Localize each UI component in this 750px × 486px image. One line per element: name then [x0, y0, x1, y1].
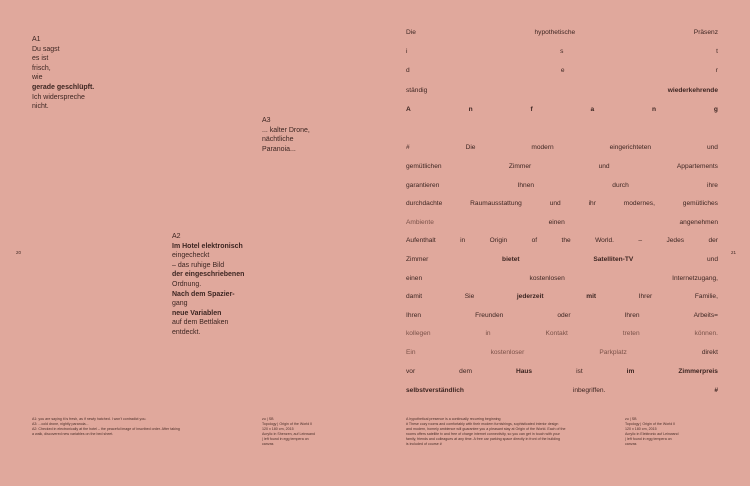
prose-word: Appartements [676, 162, 718, 170]
prose-word: bietet [502, 255, 520, 263]
prose-row [406, 179, 718, 191]
prose-word: Origin [489, 236, 508, 244]
caption-left [262, 417, 315, 447]
prose-word: wiederkehrende [667, 86, 718, 94]
page-number-right: 21 [731, 250, 737, 255]
footnote-line: zu | SB [625, 417, 637, 421]
verse-a3 [262, 116, 310, 154]
prose-word: durchdachte [406, 199, 443, 207]
footnote-line: 120 x 180 cm, 2015 [262, 427, 294, 431]
footnote-line: zu | SB [262, 417, 274, 421]
prose-word: und [706, 255, 718, 263]
prose-word: e [560, 66, 565, 74]
prose-word: Familie, [694, 292, 718, 300]
prose-word: im [626, 367, 635, 375]
prose-word: damit [406, 292, 423, 300]
footnote-line: A hypothetical presence is a continually recurring beginning [406, 417, 501, 421]
prose-word: d [406, 66, 410, 74]
prose-word: n [652, 105, 657, 113]
prose-word: Aufenthalt [406, 236, 436, 244]
verse-line: auf dem Bettlaken [172, 319, 229, 327]
verse-line: Nach dem Spazier- [172, 290, 235, 298]
prose-word: Die [465, 143, 476, 151]
prose-word: g [713, 105, 718, 113]
prose-word: ständig [406, 86, 428, 94]
verse-line: gerade geschlüpft. [32, 83, 95, 91]
prose-word: the [561, 236, 571, 244]
prose-word: Präsenz [693, 28, 718, 36]
prose-word: Ihren [624, 311, 640, 319]
prose-word: Ihrer [638, 292, 653, 300]
prose-row [406, 253, 718, 265]
prose-row [406, 103, 718, 115]
footnote-line: Acrylic in Shenzen, auf Leinwand [262, 432, 315, 436]
prose-word: eingerichteten [609, 143, 652, 151]
footnote-line: Topology | Origin of the World II [262, 422, 313, 426]
prose-word: t [716, 47, 718, 55]
prose-word: kostenloser [490, 348, 525, 356]
prose-row [406, 26, 718, 38]
prose-word: in [460, 236, 466, 244]
prose-word: a [590, 105, 595, 113]
prose-row [406, 141, 718, 153]
prose-word: World. [595, 236, 614, 244]
footnote-line: Acrylic in Elektronic auf Leinwand [625, 432, 679, 436]
prose-word: A [406, 105, 411, 113]
prose-row [406, 365, 718, 377]
prose-row [406, 197, 718, 209]
prose-word: einen [548, 218, 565, 226]
prose-word: treten [622, 329, 640, 337]
prose-word: – [638, 236, 643, 244]
prose-word: oder [557, 311, 571, 319]
prose-word: Die [406, 28, 416, 36]
prose-row [406, 346, 718, 358]
prose-word: ihre [706, 181, 718, 189]
footnote-line: rooms offers satellite tv and free of charge internet connectivity, so you can get in touch with your [406, 432, 560, 436]
prose-word: in [485, 329, 491, 337]
prose-word: Kontakt [545, 329, 568, 337]
prose-word: Ihren [406, 311, 422, 319]
prose-word: und [598, 162, 610, 170]
verse-a1 [32, 35, 94, 112]
prose-word: mit [586, 292, 597, 300]
footnote-line: and modern, homely ambience will guarantee you a pleasant stay at Origin of the World. Each of the [406, 427, 566, 431]
prose-word: modernes, [623, 199, 655, 207]
verse-a2 [172, 232, 244, 338]
footnote-line: a walk, discovered new variables on the bed sheet. [32, 432, 114, 436]
prose-row [406, 216, 718, 228]
prose-word: Raumausstattung [470, 199, 522, 207]
verse-line: der eingeschriebenen [172, 271, 245, 279]
prose-word: Jedes [666, 236, 685, 244]
verse-line: Du sagst [32, 45, 60, 53]
verse-label: A1 [32, 36, 41, 43]
verse-line: wie [32, 74, 43, 82]
prose-row [406, 160, 718, 172]
prose-word: modern [531, 143, 554, 151]
page-number-left: 20 [16, 250, 22, 255]
verse-line: nächtliche [262, 136, 294, 144]
verse-line: Im Hotel elektronisch [172, 242, 243, 250]
verse-line: gang [172, 300, 188, 308]
prose-word: Ein [406, 348, 416, 356]
prose-row [406, 384, 718, 396]
footnote-line: Topology | Origin of the World II [625, 422, 676, 426]
prose-word: jederzeit [516, 292, 544, 300]
verse-line: Ordnung. [172, 280, 202, 288]
prose-word: ihr [588, 199, 596, 207]
prose-word: vor [406, 367, 416, 375]
footnote-right [406, 417, 566, 447]
prose-word: n [468, 105, 473, 113]
prose-row [406, 309, 718, 321]
prose-word: r [715, 66, 718, 74]
footnote-left [32, 417, 180, 437]
footnote-line: | left found in egg tempera on [625, 437, 672, 441]
prose-word: Ambiente [406, 218, 434, 226]
footnote-line: family, friends and colleagues at any time. A free car parking space directly in front of the building [406, 437, 560, 441]
verse-label: A2 [172, 233, 181, 240]
prose-word: Parkplatz [599, 348, 627, 356]
prose-row [406, 45, 718, 57]
prose-word: hypothetische [534, 28, 576, 36]
prose-word: Internetzugang, [672, 274, 718, 282]
prose-word: s [560, 47, 564, 55]
prose-word: gemütlichen [406, 162, 442, 170]
footnote-line: A2: Checked in electronically at the hotel – the peaceful image of inscribed order. After taking [32, 427, 180, 431]
footnote-line: 120 x 180 cm, 2015 [625, 427, 657, 431]
verse-line: entdeckt. [172, 328, 201, 336]
verse-line: ... kalter Drone, [262, 126, 310, 134]
verse-line: Paranoia... [262, 145, 296, 153]
verse-line: neue Variablen [172, 309, 222, 317]
verse-line: Ich widerspreche [32, 93, 85, 101]
footnote-line: A3: ...cold drone, nightly paranoia... [32, 422, 89, 426]
footnote-line: canvas [262, 442, 274, 446]
prose-word: direkt [701, 348, 718, 356]
verse-line: eingecheckt [172, 252, 210, 260]
prose-word: Zimmer [508, 162, 532, 170]
prose-word: Freunden [475, 311, 504, 319]
prose-word: Arbeits= [693, 311, 718, 319]
prose-word: angenehmen [679, 218, 718, 226]
prose-word: dem [459, 367, 472, 375]
prose-word: Haus [515, 367, 533, 375]
prose-word: ist [576, 367, 583, 375]
verse-line: nicht. [32, 103, 49, 111]
footnote-line: A1: you are saying it is fresh, as if newly hatched. I won't contradict you. [32, 417, 147, 421]
prose-row [406, 272, 718, 284]
footnote-line: is included of course # [406, 442, 442, 446]
prose-word: f [530, 105, 533, 113]
prose-word: gemütliches [682, 199, 718, 207]
prose-row [406, 327, 718, 339]
prose-row [406, 290, 718, 302]
verse-line: es ist [32, 55, 49, 63]
prose-word: und [549, 199, 561, 207]
prose-row [406, 64, 718, 76]
prose-row [406, 84, 718, 96]
prose-row [406, 234, 718, 246]
verse-line: – das ruhige Bild [172, 261, 225, 269]
prose-word: of [531, 236, 538, 244]
verse-label: A3 [262, 117, 271, 124]
prose-word: selbstverständlich [406, 386, 464, 394]
footnote-line: # These cozy rooms and comfortably with their modern furnishings, sophisticated interior design [406, 422, 559, 426]
prose-word: # [714, 386, 718, 394]
prose-word: Sie [464, 292, 475, 300]
verse-line: frisch, [32, 64, 51, 72]
prose-word: kostenlosen [529, 274, 565, 282]
prose-word: # [406, 143, 410, 151]
prose-word: einen [406, 274, 423, 282]
caption-right [625, 417, 679, 447]
prose-word: garantieren [406, 181, 440, 189]
prose-word: Ihnen [517, 181, 535, 189]
prose-word: und [706, 143, 718, 151]
prose-word: durch [612, 181, 629, 189]
footnote-line: | left found in egg tempera on [262, 437, 309, 441]
prose-word: Zimmer [406, 255, 429, 263]
prose-word: Satelliten-TV [593, 255, 634, 263]
prose-word: der [708, 236, 718, 244]
prose-word: i [406, 47, 408, 55]
prose-word: können. [694, 329, 718, 337]
prose-word: inbegriffen. [572, 386, 606, 394]
footnote-line: canvas [625, 442, 637, 446]
prose-word: kollegen [406, 329, 431, 337]
prose-word: Zimmerpreis [678, 367, 718, 375]
